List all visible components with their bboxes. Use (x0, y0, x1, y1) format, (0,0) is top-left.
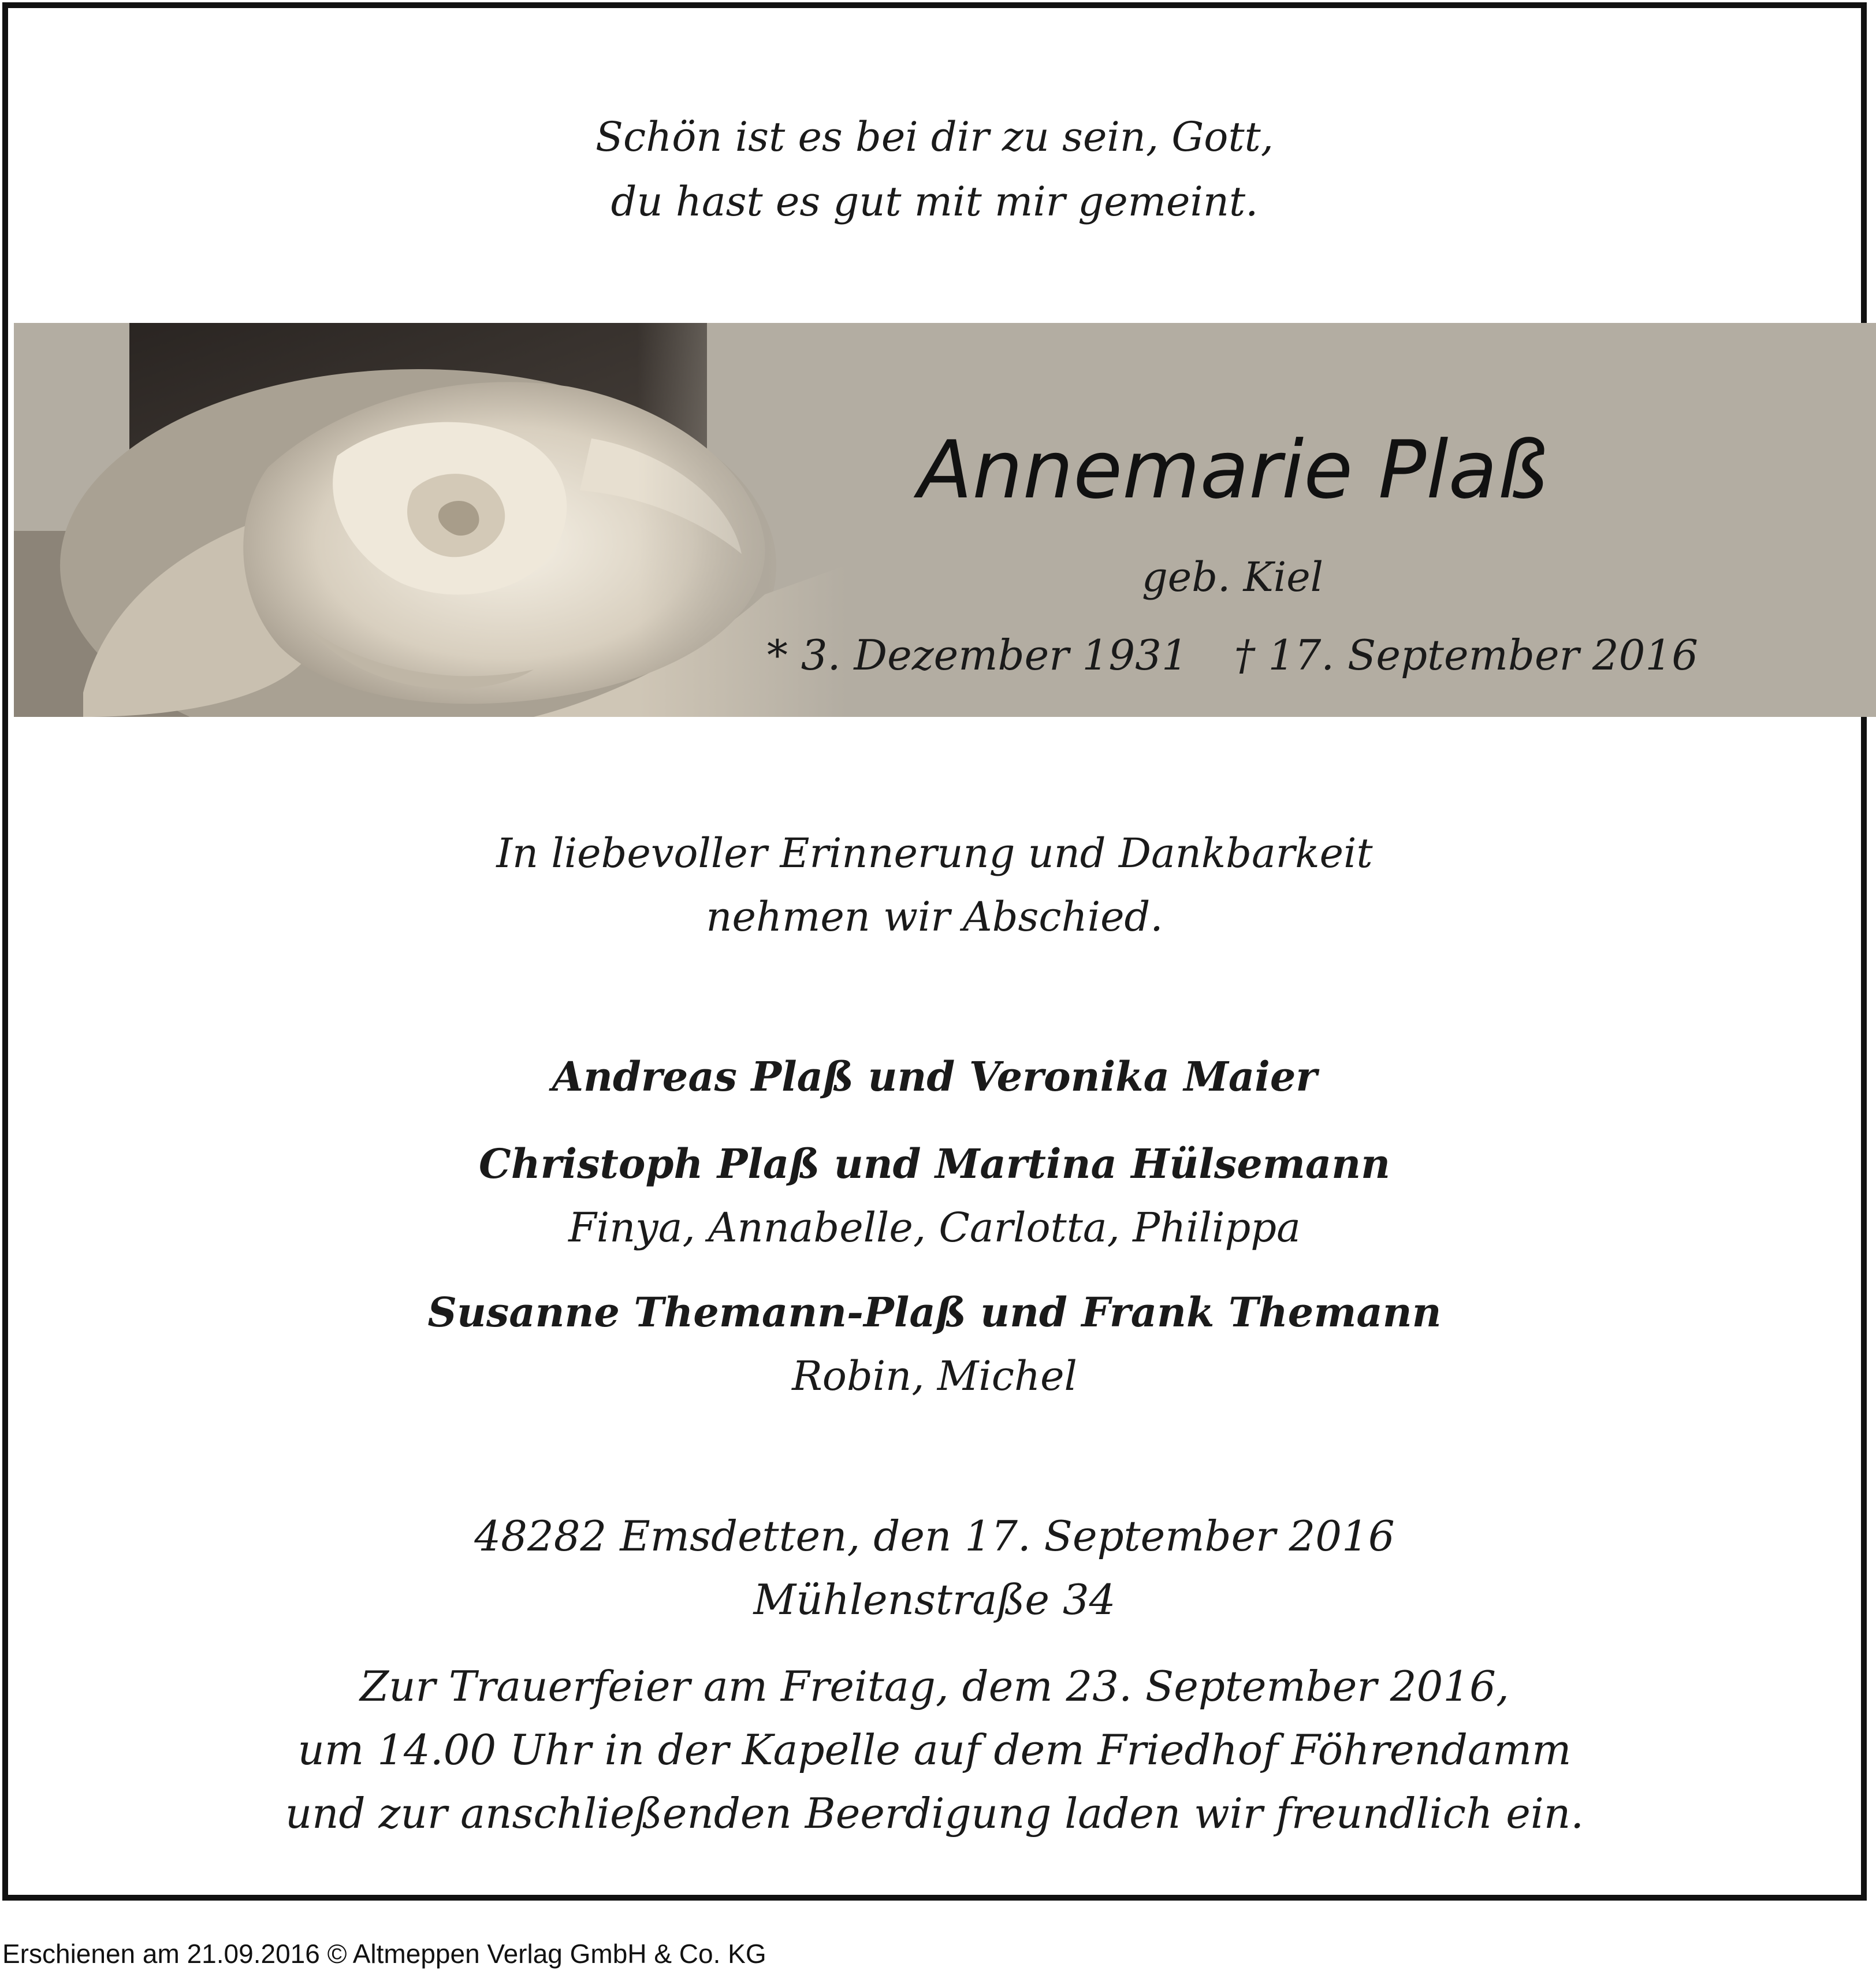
family-names-1: Andreas Plaß und Veronika Maier (552, 1053, 1317, 1100)
photo-banner (14, 323, 1876, 717)
family-names-3: Susanne Themann-Plaß und Frank Themann (427, 1288, 1442, 1336)
white-rose-photo (14, 323, 846, 717)
family-children-3: Robin, Michel (792, 1352, 1077, 1400)
address-line-2: Mühlenstraße 34 (753, 1575, 1116, 1624)
service-line-3: und zur anschließenden Beerdigung laden wir freundlich ein. (285, 1789, 1584, 1838)
service-line-2: um 14.00 Uhr in der Kapelle auf dem Friedhof Föhrendamm (297, 1726, 1572, 1774)
family-children-2: Finya, Annabelle, Carlotta, Philippa (568, 1204, 1301, 1251)
verse-line-1: Schön ist es bei dir zu sein, Gott, (595, 113, 1274, 161)
banner-text (724, 323, 1741, 717)
service-line-1: Zur Trauerfeier am Freitag, dem 23. September 2016, (360, 1662, 1509, 1711)
publication-footer: Erschienen am 21.09.2016 © Altmeppen Verlag GmbH & Co. KG (2, 1939, 766, 1969)
birth-date: * 3. Dezember 1931 (766, 631, 1188, 679)
address-line-1: 48282 Emsdetten, den 17. September 2016 (474, 1512, 1395, 1560)
obituary-frame (2, 2, 1867, 1901)
verse-line-2: du hast es gut mit mir gemeint. (611, 178, 1259, 225)
deceased-name: Annemarie Plaß (917, 423, 1548, 516)
death-date: † 17. September 2016 (1234, 631, 1699, 679)
memory-line-2: nehmen wir Abschied. (706, 893, 1163, 940)
life-dates (724, 626, 1741, 684)
family-names-2: Christoph Plaß und Martina Hülsemann (478, 1140, 1390, 1188)
memory-line-1: In liebevoller Erinnerung und Dankbarkeit (496, 830, 1373, 877)
maiden-name: geb. Kiel (1141, 553, 1324, 601)
